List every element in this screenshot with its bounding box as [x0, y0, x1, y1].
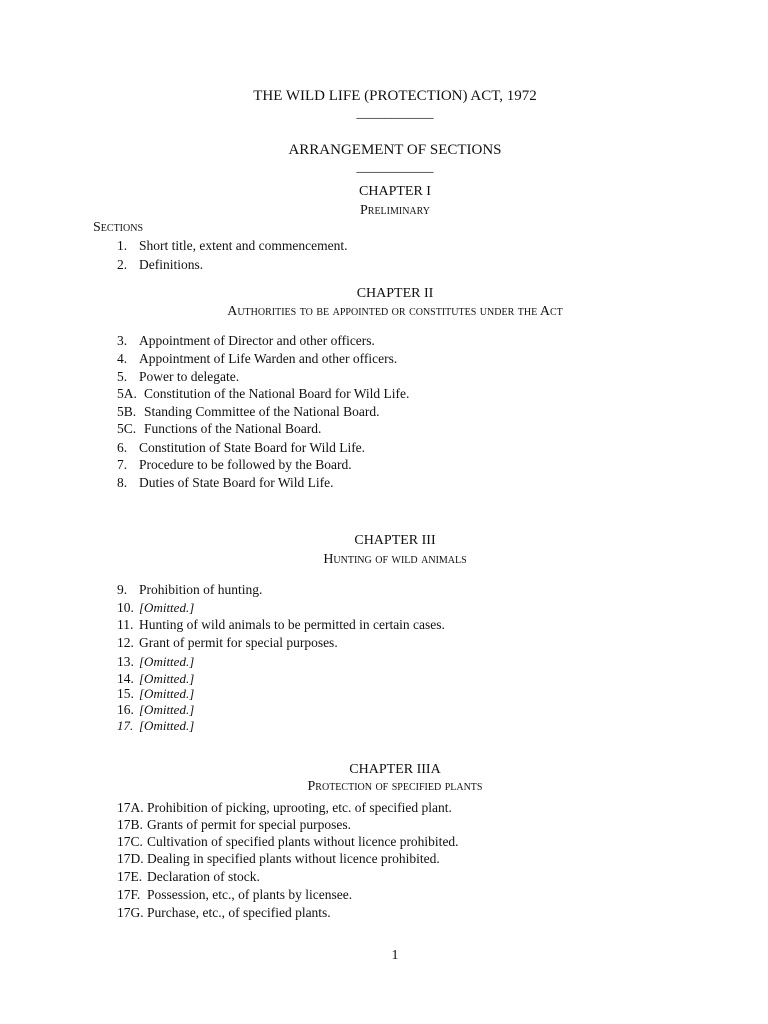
- list-item: 5. Power to delegate.: [117, 369, 240, 384]
- list-item: 17E. Declaration of stock.: [117, 869, 260, 884]
- chapter-3-subtitle: Hunting of wild animals: [323, 552, 467, 567]
- list-item: 13. [Omitted.]: [117, 654, 195, 669]
- chapter-3a-subtitle: Protection of specified plants: [307, 779, 483, 794]
- list-item: 17C. Cultivation of specified plants without licence prohibited.: [117, 834, 459, 849]
- list-item: 5C. Functions of the National Board.: [117, 421, 322, 436]
- page-number: 1: [391, 948, 399, 963]
- list-item: 5B. Standing Committee of the National Board.: [117, 404, 380, 419]
- chapter-2-subtitle: Authorities to be appointed or constitutes under the Act: [227, 304, 563, 319]
- list-item: 5A. Constitution of the National Board for Wild Life.: [117, 386, 410, 401]
- list-item: 6. Constitution of State Board for Wild Life.: [117, 440, 366, 455]
- list-item: 11. Hunting of wild animals to be permitted in certain cases.: [117, 617, 445, 632]
- arrangement-heading: ARRANGEMENT OF SECTIONS: [288, 142, 502, 158]
- list-item: 17G. Purchase, etc., of specified plants.: [117, 905, 331, 920]
- list-item: 3. Appointment of Director and other officers.: [117, 333, 375, 348]
- list-item: 2. Definitions.: [117, 257, 204, 272]
- list-item: 17B. Grants of permit for special purposes.: [117, 817, 351, 832]
- arrangement-rule: ___________: [356, 160, 434, 175]
- sections-label: Sections: [93, 220, 144, 235]
- list-item: 17A. Prohibition of picking, uprooting, etc. of specified plant.: [117, 800, 452, 815]
- chapter-3-heading: CHAPTER III: [354, 533, 436, 548]
- chapter-3a-heading: CHAPTER IIIA: [349, 762, 441, 777]
- list-item: 10. [Omitted.]: [117, 600, 195, 615]
- list-item: 16. [Omitted.]: [117, 702, 195, 717]
- chapter-1-heading: CHAPTER I: [359, 184, 431, 199]
- list-item: 12. Grant of permit for special purposes.: [117, 635, 338, 650]
- list-item: 17F. Possession, etc., of plants by licensee.: [117, 887, 353, 902]
- list-item: 8. Duties of State Board for Wild Life.: [117, 475, 334, 490]
- list-item: 14. [Omitted.]: [117, 671, 195, 686]
- list-item: 7. Procedure to be followed by the Board.: [117, 457, 352, 472]
- chapter-2-heading: CHAPTER II: [356, 286, 434, 301]
- list-item: 17. [Omitted.]: [117, 718, 195, 733]
- list-item: 15. [Omitted.]: [117, 686, 195, 701]
- list-item: 1. Short title, extent and commencement.: [117, 238, 348, 253]
- chapter-1-subtitle: Preliminary: [359, 203, 430, 218]
- act-title: THE WILD LIFE (PROTECTION) ACT, 1972: [253, 88, 537, 104]
- list-item: 17D. Dealing in specified plants without licence prohibited.: [117, 851, 440, 866]
- list-item: 9. Prohibition of hunting.: [117, 582, 263, 597]
- list-item: 4. Appointment of Life Warden and other officers.: [117, 351, 398, 366]
- title-rule: ___________: [356, 106, 434, 121]
